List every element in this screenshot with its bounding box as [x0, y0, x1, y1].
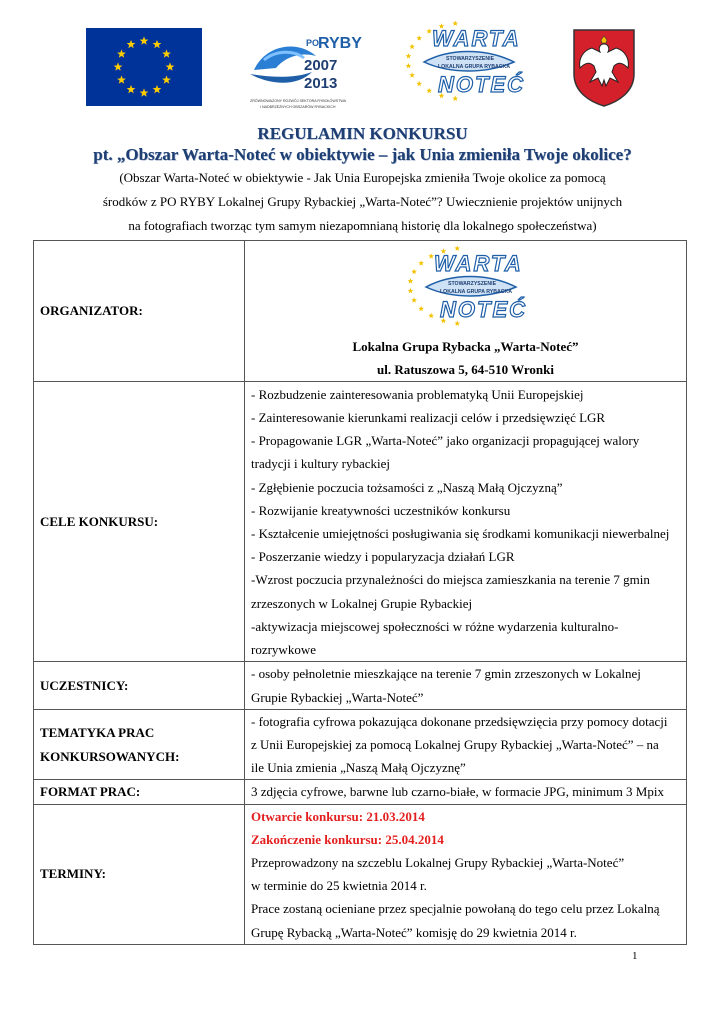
star-icon — [407, 278, 413, 283]
star-icon — [416, 81, 422, 86]
star-icon — [418, 260, 424, 265]
tematyka-cell — [245, 709, 687, 780]
row-organizator — [34, 241, 687, 382]
terminy-line: Przeprowadzony na szczeblu Lokalnej Grupy Rybackiej „Warta-Noteć” — [251, 855, 625, 871]
close-date: Zakończenie konkursu: 25.04.2014 — [251, 831, 444, 847]
warta-logo-word2: NOTEĆ — [439, 297, 527, 322]
label-terminy: TERMINY: — [34, 804, 245, 944]
wielkopolska-crest-logo — [572, 28, 636, 108]
star-icon — [426, 88, 432, 93]
star-icon — [411, 297, 417, 302]
warta-logo-sub1: STOWARZYSZENIE — [446, 56, 495, 62]
star-icon — [428, 313, 434, 318]
row-uczestnicy — [34, 662, 687, 709]
page-number: 1 — [632, 950, 638, 962]
po-ryby-year-1: 2007 — [304, 57, 338, 74]
po-ryby-caption-1: ZRÓWNOWAŻONY ROZWÓJ SEKTORA RYBOŁÓWSTWA — [250, 99, 346, 103]
star-icon — [411, 269, 417, 274]
warta-logo-sub2: LOKALNA GRUPA RYBACKA — [438, 64, 510, 70]
uczestnicy-line: Grupie Rybackiej „Warta-Noteć” — [251, 689, 424, 705]
intro-line: (Obszar Warta-Noteć w obiektywie - Jak Unia Europejska zmieniła Twoje okolice za pomocą — [119, 170, 606, 185]
star-icon — [409, 44, 415, 49]
label-organizator: ORGANIZATOR: — [34, 241, 245, 382]
cele-line: - Rozbudzenie zainteresowania problematyką Unii Europejskiej — [251, 386, 584, 402]
format-value: 3 zdjęcia cyfrowe, barwne lub czarno-białe, w formacie JPG, minimum 3 Mpix — [245, 780, 687, 804]
tematyka-line: z Unii Europejskiej za pomocą Lokalnej Grupy Rybackiej „Warta-Noteć” – na — [251, 737, 659, 753]
tematyka-label-line: TEMATYKA PRAC — [40, 725, 155, 741]
po-ryby-name: RYBY — [318, 35, 362, 52]
tematyka-label-line: KONKURSOWANYCH: — [40, 748, 180, 764]
terminy-cell — [245, 804, 687, 944]
organizer-address: ul. Ratuszowa 5, 64-510 Wronki — [377, 362, 554, 378]
label-uczestnicy: UCZESTNICY: — [34, 662, 245, 709]
uczestnicy-line: - osoby pełnoletnie mieszkające na terenie 7 gmin zrzeszonych w Lokalnej — [251, 666, 641, 682]
star-icon — [407, 288, 413, 293]
row-tematyka — [34, 709, 687, 780]
cele-line: -aktywizacja miejscowej społeczności w różne wydarzenia kulturalno- — [251, 618, 619, 634]
po-ryby-year-2: 2013 — [304, 75, 338, 92]
cele-line: - Poszerzanie wiedzy i popularyzacja działań LGR — [251, 549, 515, 565]
warta-notec-logo — [402, 18, 526, 104]
open-date: Otwarcie konkursu: 21.03.2014 — [251, 808, 425, 824]
row-format — [34, 780, 687, 804]
cele-line: - Zgłębienie poczucia tożsamości z „Naszą Małą Ojczyzną” — [251, 479, 563, 495]
star-icon — [416, 35, 422, 40]
label-format: FORMAT PRAC: — [34, 780, 245, 804]
cele-line: rozrywkowe — [251, 641, 316, 657]
star-icon — [409, 72, 415, 77]
document-title: REGULAMIN KONKURSU — [257, 124, 468, 143]
warta-logo-sub2: LOKALNA GRUPA RYBACKA — [439, 289, 512, 295]
document-subtitle: pt. „Obszar Warta-Noteć w obiektywie – jak Unia zmieniła Twoje okolice? — [93, 145, 632, 164]
organizator-cell — [245, 241, 687, 382]
row-cele — [34, 382, 687, 662]
terminy-line: Grupę Rybacką „Warta-Noteć” komisję do 29 kwietnia 2014 r. — [251, 924, 577, 940]
intro-paragraph — [0, 166, 725, 238]
po-ryby-brand: PO — [306, 38, 320, 48]
rules-table — [33, 240, 687, 945]
warta-logo-sub1: STOWARZYSZENIE — [447, 281, 496, 287]
terminy-line: w terminie do 25 kwietnia 2014 r. — [251, 878, 427, 894]
warta-logo-word1: WARTA — [433, 251, 523, 276]
organizer-name: Lokalna Grupa Rybacka „Warta-Noteć” — [352, 339, 579, 354]
cele-line: - Zainteresowanie kierunkami realizacji celów i przedsięwzięć LGR — [251, 409, 606, 425]
tematyka-line: ile Unia zmienia „Naszą Małą Ojczyznę” — [251, 760, 466, 776]
logo-bar — [0, 14, 725, 109]
row-terminy — [34, 804, 687, 944]
cele-line: - Propagowanie LGR „Warta-Noteć” jako organizacji propagującej walory — [251, 433, 640, 449]
intro-line: środków z PO RYBY Lokalnej Grupy Rybackiej „Warta-Noteć”? Uwiecznienie projektów unijnych — [102, 194, 623, 209]
warta-logo-word1: WARTA — [432, 26, 521, 51]
warta-notec-logo — [404, 243, 528, 329]
cele-cell — [245, 382, 687, 662]
cele-line: tradycji i kultury rybackiej — [251, 456, 390, 472]
label-cele: CELE KONKURSU: — [34, 382, 245, 662]
cele-line: zrzeszonych w Lokalnej Grupie Rybackiej — [251, 595, 473, 611]
star-icon — [406, 53, 412, 58]
star-icon — [406, 63, 412, 68]
warta-logo-word2: NOTEĆ — [438, 72, 525, 97]
uczestnicy-cell — [245, 662, 687, 709]
po-ryby-caption-2: I NADBRZEŻNYCH OBSZARÓW RYBACKICH — [260, 105, 336, 109]
eu-flag-logo — [86, 28, 202, 106]
star-icon — [418, 306, 424, 311]
terminy-line: Prace zostaną ocieniane przez specjalnie powołaną do tego celu przez Lokalną — [251, 901, 660, 917]
cele-line: -Wzrost poczucia przynależności do miejsca zamieszkania na terenie 7 gmin — [251, 572, 650, 588]
label-tematyka — [34, 709, 245, 780]
cele-line: - Rozwijanie kreatywności uczestników konkursu — [251, 502, 511, 518]
po-ryby-logo — [246, 16, 362, 112]
cele-line: - Kształcenie umiejętności posługiwania się środkami komunikacji niewerbalnej — [251, 525, 670, 541]
tematyka-line: - fotografia cyfrowa pokazująca dokonane przedsięwzięcia przy pomocy dotacji — [251, 713, 668, 729]
intro-line: na fotografiach tworząc tym samym niezapomnianą historię dla lokalnego społeczeństwa) — [128, 218, 597, 233]
